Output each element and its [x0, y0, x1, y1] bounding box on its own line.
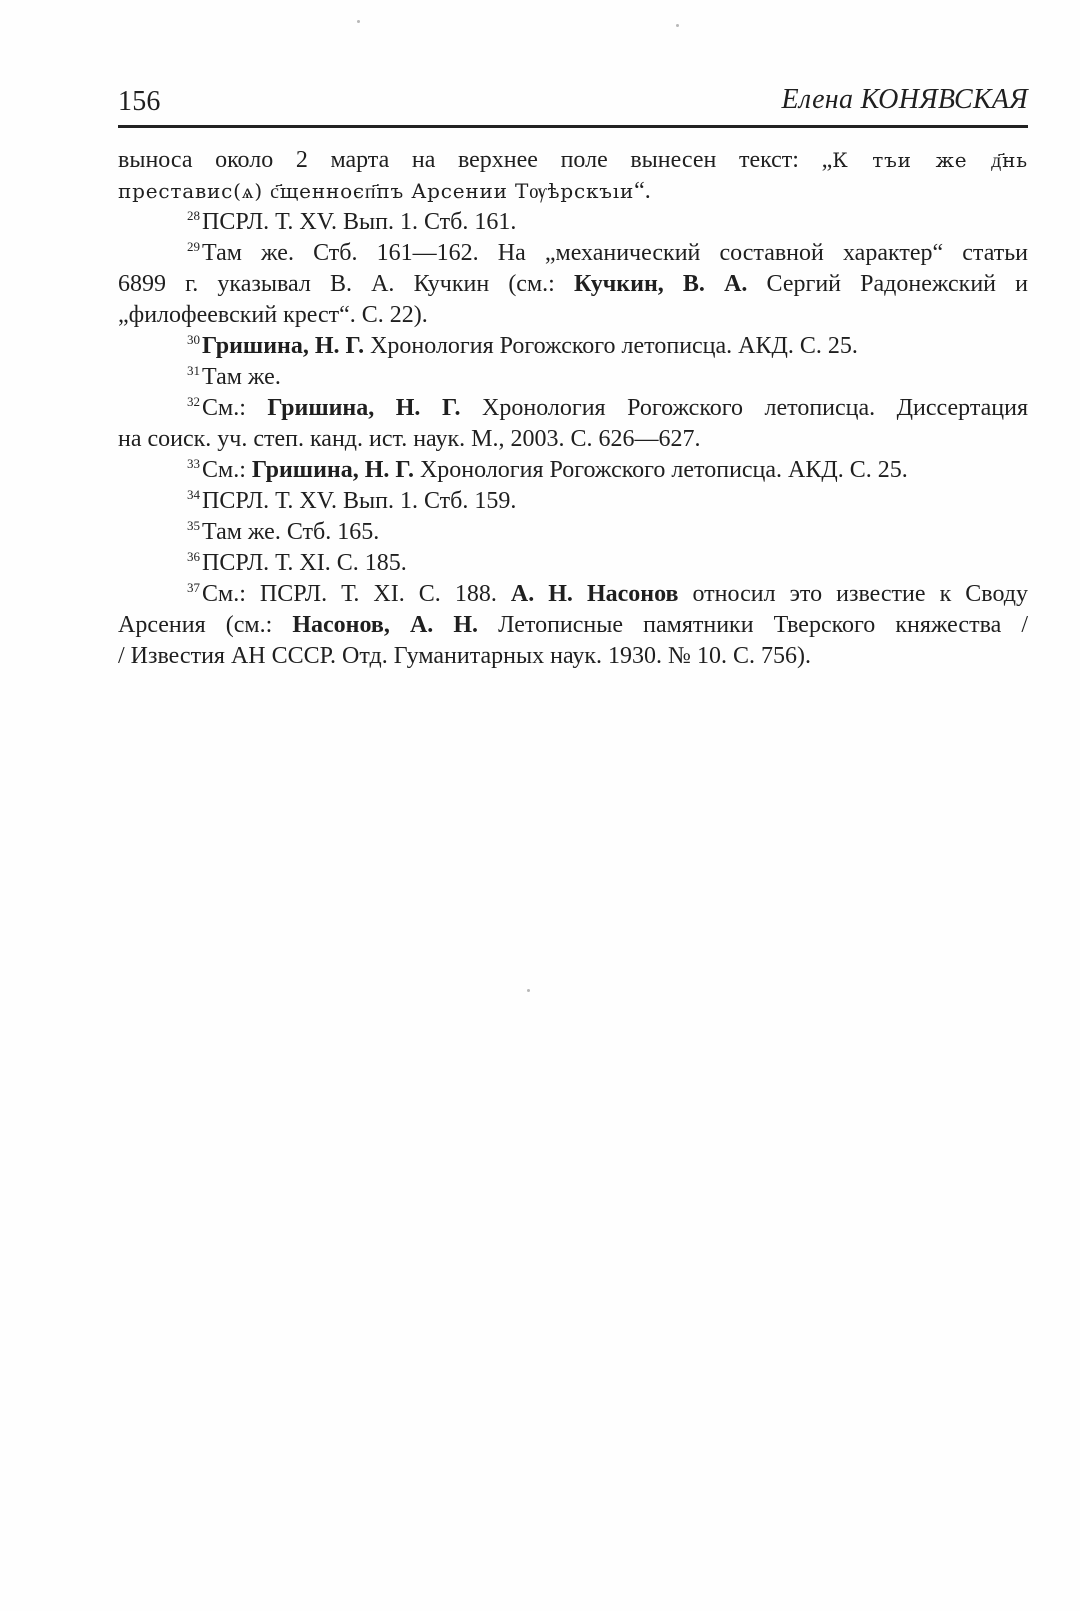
- footnote-35: [118, 517, 1028, 548]
- footnote-text: „филофеевский крест“. С. 22).: [118, 302, 428, 328]
- running-head: Елена КОНЯВСКАЯ: [781, 84, 1028, 115]
- footnote-37-continued: [118, 610, 1028, 641]
- footnote-marker: 34: [187, 487, 200, 502]
- footnote-text: Летописные памятники Тверского княжества /: [478, 612, 1028, 638]
- footnote-text: См.:: [202, 457, 252, 483]
- footnote-text: ПСРЛ. Т. XV. Вып. 1. Стб. 161.: [202, 209, 517, 235]
- footnote-36: [118, 548, 1028, 579]
- footnote-text: относил это известие к Своду: [678, 581, 1028, 607]
- church-slavonic-text: преставис(ѧ) с҃щенноєп҃пъ Арсении Тѹѣрскъıи: [118, 179, 635, 203]
- footnote-33: [118, 455, 1028, 486]
- footnote-marker: 35: [187, 518, 200, 533]
- footnote-text: ПСРЛ. Т. XV. Вып. 1. Стб. 159.: [202, 488, 517, 514]
- author-citation: Гришина, Н. Г.: [267, 395, 461, 421]
- footnote-34: [118, 486, 1028, 517]
- scan-speck: [676, 24, 679, 27]
- footnote-marker: 33: [187, 456, 200, 471]
- footnote-marker: 28: [187, 208, 200, 223]
- footnote-29: [118, 238, 1028, 269]
- footnote-37-end: [118, 641, 1028, 672]
- footnote-text: См.: ПСРЛ. Т. XI. С. 188.: [202, 581, 511, 607]
- footnote-text: Хронология Рогожского летописца. АКД. С. 25.: [364, 333, 858, 359]
- continuation-end: “.: [634, 178, 651, 204]
- footnote-29-end: [118, 300, 1028, 331]
- header-rule: [118, 125, 1028, 128]
- footnote-text: См.:: [202, 395, 268, 421]
- author-citation: Гришина, Н. Г.: [202, 333, 365, 359]
- church-slavonic-text: К тъи же д҃нь: [832, 148, 1028, 172]
- footnote-28: [118, 207, 1028, 238]
- footnotes-body: [118, 145, 1028, 672]
- footnote-29-continued: [118, 269, 1028, 300]
- author-citation: Насонов, А. Н.: [292, 612, 479, 638]
- continuation-line-1: [118, 145, 1028, 176]
- footnote-marker: 36: [187, 549, 200, 564]
- author-citation: А. Н. Насонов: [510, 581, 679, 607]
- footnote-marker: 32: [187, 394, 200, 409]
- continuation-text: выноса около 2 марта на верхнее поле вынесен текст: „: [118, 147, 833, 173]
- footnote-37: [118, 579, 1028, 610]
- footnote-marker: 30: [187, 332, 200, 347]
- footnote-text: Хронология Рогожского летописца. Диссертация: [460, 395, 1028, 421]
- continuation-line-2: [118, 176, 1028, 207]
- footnote-31: [118, 362, 1028, 393]
- footnote-marker: 29: [187, 239, 200, 254]
- footnote-marker: 37: [187, 580, 200, 595]
- footnote-text: на соиск. уч. степ. канд. ист. наук. М., 2003. С. 626—627.: [118, 426, 701, 452]
- footnote-text: Там же. Стб. 161—162. На „механический составной характер“ статьи: [202, 240, 1028, 266]
- scan-speck: [357, 20, 360, 23]
- scan-speck: [527, 989, 530, 992]
- footnote-text: / Известия АН СССР. Отд. Гуманитарных наук. 1930. № 10. С. 756).: [118, 643, 811, 669]
- footnote-marker: 31: [187, 363, 200, 378]
- footnote-32-end: [118, 424, 1028, 455]
- author-citation: Кучкин, В. А.: [573, 271, 748, 297]
- footnote-30: [118, 331, 1028, 362]
- footnote-text: Там же. Стб. 165.: [202, 519, 380, 545]
- footnote-text: 6899 г. указывал В. А. Кучкин (см.:: [118, 271, 574, 297]
- footnote-text: Сергий Радонежский и: [747, 271, 1028, 297]
- author-citation: Гришина, Н. Г.: [251, 457, 414, 483]
- footnote-text: ПСРЛ. Т. XI. С. 185.: [202, 550, 407, 576]
- footnote-text: Там же.: [202, 364, 281, 390]
- footnote-32: [118, 393, 1028, 424]
- page-header: [118, 83, 1028, 125]
- page-number: 156: [118, 86, 161, 117]
- footnote-text: Арсения (см.:: [118, 612, 293, 638]
- footnote-text: Хронология Рогожского летописца. АКД. С. 25.: [413, 457, 908, 483]
